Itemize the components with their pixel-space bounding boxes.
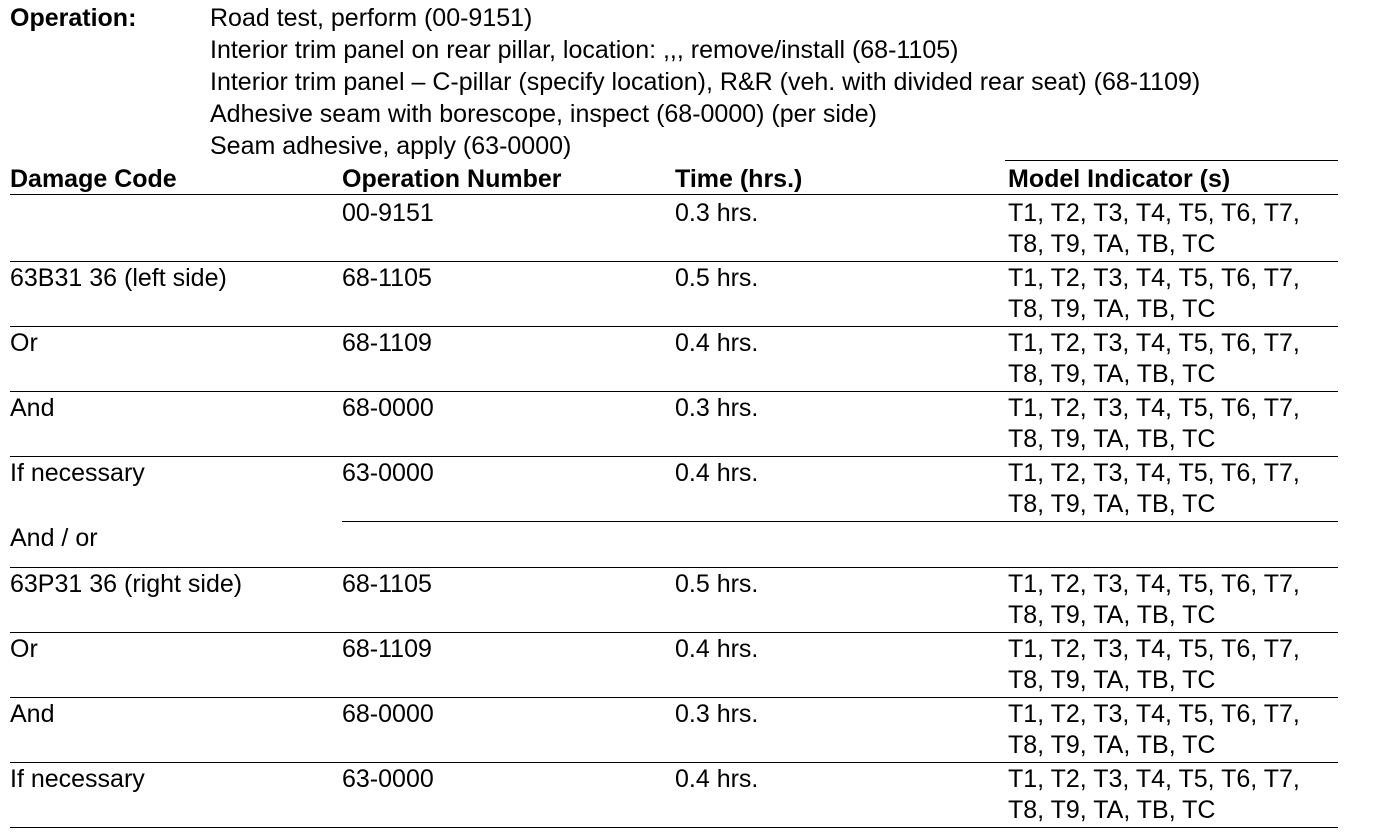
- operation-line: Interior trim panel – C-pillar (specify location), R&R (veh. with divided rear seat) (68-1109): [210, 68, 1201, 96]
- time-cell: 0.5 hrs.: [675, 570, 759, 598]
- model-indicator-cell: T8, T9, TA, TB, TC: [1008, 295, 1216, 323]
- model-indicator-cell: T1, T2, T3, T4, T5, T6, T7,: [1008, 264, 1300, 292]
- header-bottom-rule: [10, 194, 1338, 195]
- header-model-indicator: Model Indicator (s): [1008, 165, 1231, 193]
- model-indicator-cell: T8, T9, TA, TB, TC: [1008, 601, 1216, 629]
- model-indicator-cell: T8, T9, TA, TB, TC: [1008, 230, 1216, 258]
- model-indicator-cell: T1, T2, T3, T4, T5, T6, T7,: [1008, 635, 1300, 663]
- operation-line: Interior trim panel on rear pillar, location: ,,, remove/install (68-1105): [210, 36, 959, 64]
- model-indicator-cell: T1, T2, T3, T4, T5, T6, T7,: [1008, 199, 1300, 227]
- time-cell: 0.3 hrs.: [675, 700, 759, 728]
- time-cell: 0.5 hrs.: [675, 264, 759, 292]
- damage-code-cell: Or: [10, 635, 38, 663]
- operation-list: [210, 2, 1200, 162]
- row-rule: [342, 521, 1338, 522]
- model-indicator-cell: T8, T9, TA, TB, TC: [1008, 666, 1216, 694]
- damage-code-cell: And / or: [10, 524, 98, 552]
- damage-code-cell: Or: [10, 329, 38, 357]
- model-indicator-cell: T1, T2, T3, T4, T5, T6, T7,: [1008, 570, 1300, 598]
- model-indicator-cell: T1, T2, T3, T4, T5, T6, T7,: [1008, 459, 1300, 487]
- operation-number-cell: 68-0000: [342, 700, 434, 728]
- damage-code-cell: And: [10, 700, 55, 728]
- operation-line: Adhesive seam with borescope, inspect (68-0000) (per side): [210, 100, 878, 128]
- operation-label: Operation:: [10, 4, 137, 32]
- header-top-rule: [1005, 160, 1338, 161]
- time-cell: 0.4 hrs.: [675, 329, 759, 357]
- operation-number-cell: 68-1109: [342, 329, 432, 357]
- damage-code-cell: And: [10, 394, 55, 422]
- damage-code-cell: 63P31 36 (right side): [10, 570, 243, 598]
- header-damage-code: Damage Code: [10, 165, 177, 193]
- model-indicator-cell: T1, T2, T3, T4, T5, T6, T7,: [1008, 765, 1300, 793]
- model-indicator-cell: T1, T2, T3, T4, T5, T6, T7,: [1008, 394, 1300, 422]
- time-cell: 0.4 hrs.: [675, 765, 759, 793]
- operation-number-cell: 63-0000: [342, 765, 434, 793]
- damage-code-cell: 63B31 36 (left side): [10, 264, 227, 292]
- damage-code-cell: If necessary: [10, 459, 145, 487]
- operation-line: Road test, perform (00-9151): [210, 4, 533, 32]
- operation-number-cell: 00-9151: [342, 199, 434, 227]
- header-time: Time (hrs.): [675, 165, 803, 193]
- model-indicator-cell: T8, T9, TA, TB, TC: [1008, 360, 1216, 388]
- model-indicator-cell: T8, T9, TA, TB, TC: [1008, 796, 1216, 824]
- operation-number-cell: 68-1105: [342, 570, 432, 598]
- operation-number-cell: 63-0000: [342, 459, 434, 487]
- time-cell: 0.3 hrs.: [675, 394, 759, 422]
- time-cell: 0.3 hrs.: [675, 199, 759, 227]
- operation-number-cell: 68-1109: [342, 635, 432, 663]
- operation-number-cell: 68-0000: [342, 394, 434, 422]
- operation-number-cell: 68-1105: [342, 264, 432, 292]
- model-indicator-cell: T8, T9, TA, TB, TC: [1008, 490, 1216, 518]
- model-indicator-cell: T8, T9, TA, TB, TC: [1008, 425, 1216, 453]
- model-indicator-cell: T1, T2, T3, T4, T5, T6, T7,: [1008, 329, 1300, 357]
- time-cell: 0.4 hrs.: [675, 459, 759, 487]
- table-bottom-rule: [10, 827, 1338, 828]
- damage-code-cell: If necessary: [10, 765, 145, 793]
- header-operation-number: Operation Number: [342, 165, 562, 193]
- operation-line: Seam adhesive, apply (63-0000): [210, 132, 572, 160]
- time-cell: 0.4 hrs.: [675, 635, 759, 663]
- model-indicator-cell: T8, T9, TA, TB, TC: [1008, 731, 1216, 759]
- model-indicator-cell: T1, T2, T3, T4, T5, T6, T7,: [1008, 700, 1300, 728]
